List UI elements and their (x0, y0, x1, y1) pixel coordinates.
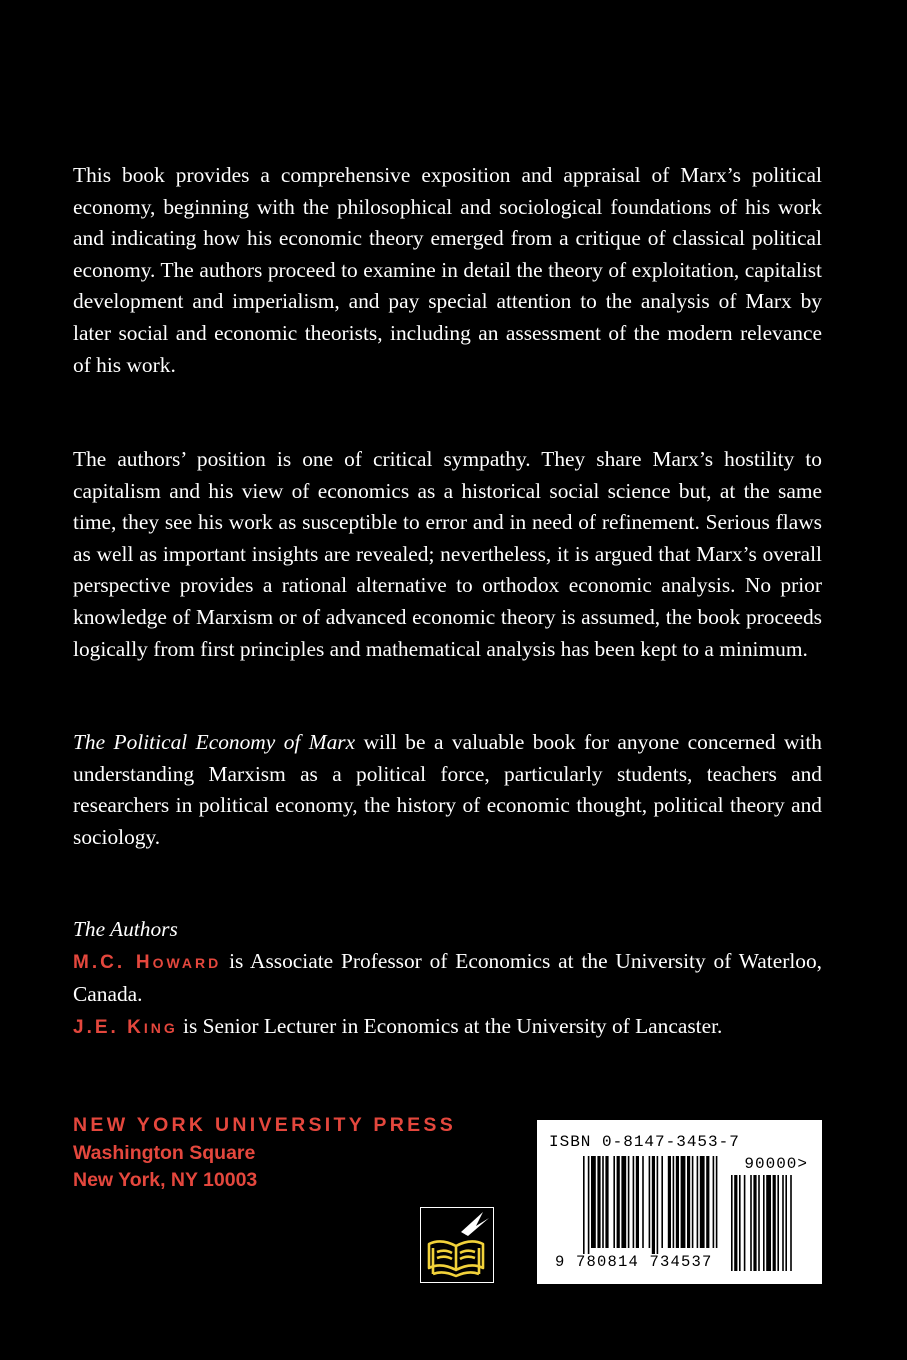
author-1 (73, 949, 822, 1007)
isbn-barcode (537, 1120, 822, 1284)
book-title: The Political Economy of Marx (73, 730, 356, 754)
publisher-address-line-1: Washington Square (73, 1141, 256, 1164)
description-paragraph-3-text: will be a valuable book for anyone concerned with understanding Marxism as a political force, particularly students, teachers and researchers in political economy, the history of economic thought, political theory and sociology. (73, 730, 823, 849)
description-paragraph-3 (73, 727, 822, 853)
author-1-name: M.C. HOWARD (73, 951, 222, 973)
publisher-address-line-2: New York, NY 10003 (73, 1169, 258, 1191)
publisher-name: NEW YORK UNIVERSITY PRESS (73, 1114, 457, 1136)
author-2-bio: is Senior Lecturer in Economics at the University of Lancaster. (177, 1013, 723, 1038)
price-code: 90000> (744, 1155, 808, 1173)
author-1-bio: is Associate Professor of Economics at the University of Waterloo, Canada. (73, 948, 823, 1007)
author-2 (73, 1014, 722, 1038)
publisher-logo (420, 1207, 494, 1283)
publisher-block (73, 1112, 456, 1195)
open-book-with-torch-icon (421, 1208, 492, 1281)
ean-number: 9 780814 734537 (555, 1253, 713, 1271)
authors-section (73, 914, 822, 1044)
description-paragraph-2: The authors’ position is one of critical sympathy. They share Marx’s hostility to capitalism and his view of economics as a historical social science but, at the same time, they see his work as susceptible to error and in need of refinement. Serious flaws as well as important insights are revealed; nevertheless, it is argued that Marx’s overall perspective provides a rational alternative to orthodox economic analysis. No prior knowledge of Marxism or of advanced economic theory is assumed, the book proceeds logically from first principles and mathematical analysis has been kept to a minimum. (73, 447, 822, 661)
authors-heading: The Authors (73, 917, 178, 941)
description-paragraph-1: This book provides a comprehensive exposition and appraisal of Marx’s political economy, beginning with the philosophical and sociological foundations of his work and indicating how his economic theory emerged from a critique of classical political economy. The authors proceed to examine in detail the theory of exploitation, capitalist development and imperialism, and pay special attention to the analysis of Marx by later social and economic theorists, including an assessment of the modern relevance of his work. (73, 163, 822, 377)
author-2-name: J.E. KING (73, 1016, 178, 1038)
isbn-number: ISBN 0-8147-3453-7 (549, 1133, 740, 1151)
